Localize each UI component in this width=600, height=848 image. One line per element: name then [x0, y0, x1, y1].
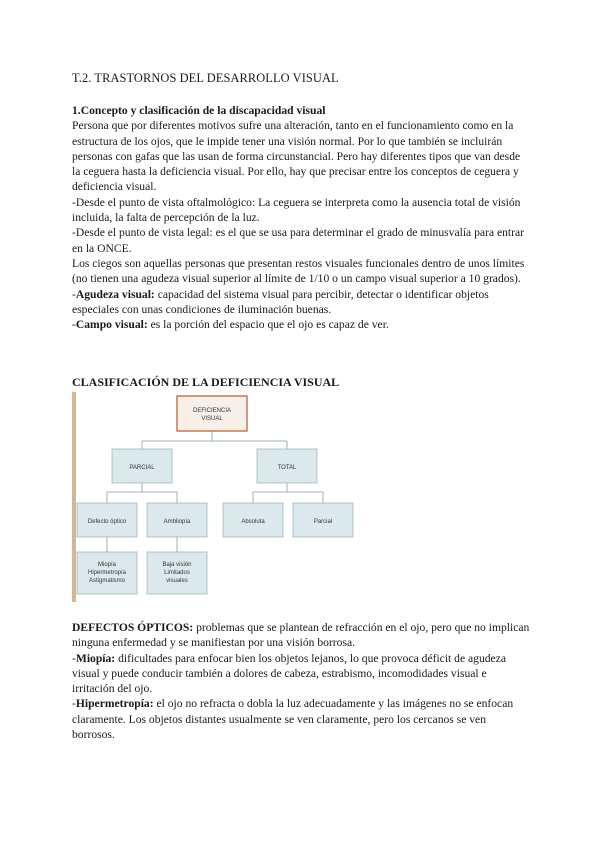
list-item: Miopía — [97, 562, 117, 568]
term-text: dificultades para enfocar bien los objetos lejanos, lo que provoca déficit de agudeza visual y puede conducir también a dolores de cabeza, estrabismo, incomodidades visual e irritación del ojo. — [72, 651, 506, 696]
list-item: Limitados — [164, 570, 190, 576]
term-label: DEFECTOS ÓPTICOS: — [72, 621, 194, 634]
paragraph: -Desde el punto de vista oftalmológico: La ceguera se interpreta como la ausencia total de visión incluida, la falta de percepción de la luz. — [72, 195, 521, 225]
node-absoluta-label: Absoluta — [241, 519, 265, 525]
term-label: Hipermetropía: — [75, 697, 154, 711]
paragraph: -Desde el punto de vista legal: es el que se usa para determinar el grado de minusvalía para entrar en la ONCE. — [72, 226, 524, 255]
term-label: Miopía: — [75, 651, 116, 665]
node-parcial-leaf-label: Parcial — [313, 519, 333, 525]
node-defecto-optico-label: Defecto óptico — [87, 519, 127, 525]
term-text: el ojo no refracta o dobla la luz adecuadamente y las imágenes no se enfocan claramente. Los objetos distantes usualmente se ven claramente, pero los cercanos se ven borrosos. — [72, 697, 514, 742]
section-defectos — [72, 620, 530, 742]
paragraph-campo: -Campo visual: es la porción del espacio que el ojo es capaz de ver. — [72, 318, 389, 332]
node-root-line1: DEFICIENCIA — [192, 408, 232, 414]
term-text: problemas que se plantean de refracción en el ojo, pero que no implican ninguna enfermedad y se manifiestan por una visión borrosa. — [72, 621, 530, 650]
left-stripe — [72, 392, 76, 602]
document-title: T.2. TRASTORNOS DEL DESARROLLO VISUAL — [72, 71, 339, 85]
list-item: Astigmatismo — [88, 578, 126, 584]
list-item: Hipermetropía — [87, 570, 127, 576]
classification-tree — [72, 392, 532, 602]
paragraph-miopia: -Miopía: dificultades para enfocar bien los objetos lejanos, lo que provoca déficit de agudeza visual y puede conducir también a dolores de cabeza, estrabismo, incomodidades visual e irritación del ojo. — [72, 651, 506, 696]
list-item: visuales — [166, 578, 188, 584]
section-concept — [72, 103, 530, 332]
node-ambliopia-label: Ambliopía — [163, 519, 191, 525]
section-heading: 1.Concepto y clasificación de la discapacidad visual — [72, 104, 326, 117]
term-label: Agudeza visual: — [75, 287, 155, 301]
list-item: Baja visión — [162, 562, 192, 568]
paragraph-defectos — [72, 620, 530, 651]
node-total-label: TOTAL — [277, 465, 297, 471]
classification-diagram — [72, 392, 532, 602]
paragraph-hipermetropia: -Hipermetropía: el ojo no refracta o dobla la luz adecuadamente y las imágenes no se enfocan claramente. Los objetos distantes usualmente se ven claramente, pero los cercanos se ven borrosos. — [72, 697, 514, 742]
node-root-line2: VISUAL — [201, 416, 223, 422]
paragraph: Persona que por diferentes motivos sufre una alteración, tanto en el funcionamiento como en la estructura de los ojos, que le impide tener una visión normal. Por lo que también se incluirán personas con gafas que las usan de forma circunstancial. Pero hay diferentes tipos que van desde la ceguera hasta la deficiencia visual. Por ello, hay que precisar entre los conceptos de ceguera y deficiencia visual. — [72, 119, 521, 194]
classification-heading: CLASIFICACIÓN DE LA DEFICIENCIA VISUAL — [72, 375, 340, 389]
term-label: Campo visual: — [75, 318, 148, 332]
paragraph: Los ciegos son aquellas personas que presentan restos visuales funcionales dentro de unos límites (no tienen una agudeza visual superior al límite de 1/10 o un campo visual superior a 10 grados). — [72, 256, 525, 286]
paragraph-agudeza: -Agudeza visual: capacidad del sistema visual para percibir, detectar o identificar objetos especiales con unas condiciones de iluminación buenas. — [72, 287, 489, 316]
term-text: es la porción del espacio que el ojo es capaz de ver. — [147, 318, 389, 332]
node-parcial-label: PARCIAL — [129, 465, 155, 471]
term-text: capacidad del sistema visual para percibir, detectar o identificar objetos especiales con unas condiciones de iluminación buenas. — [72, 287, 489, 316]
